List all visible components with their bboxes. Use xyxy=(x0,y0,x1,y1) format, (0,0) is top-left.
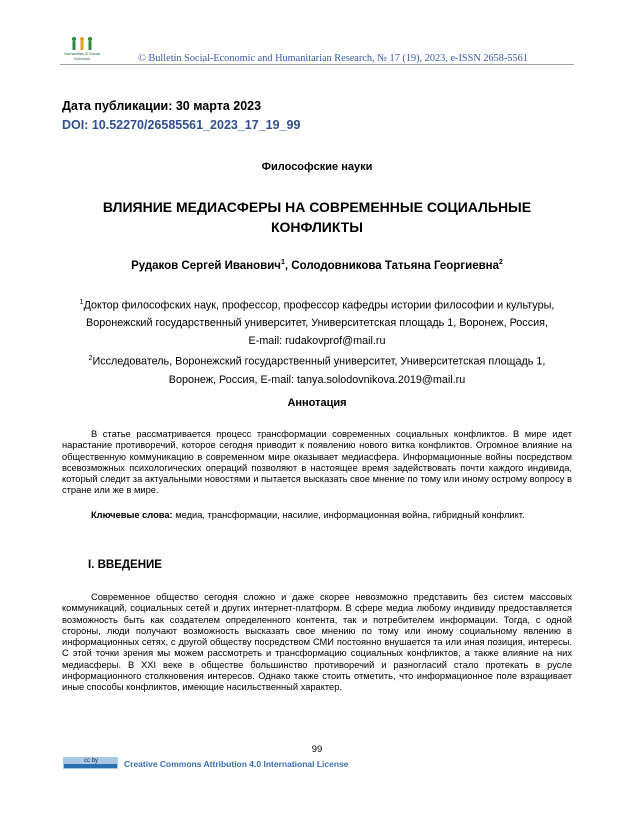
section-title: Философские науки xyxy=(261,161,373,173)
author-2: Солодовникова Татьяна Георгиевна xyxy=(291,259,500,272)
intro-heading: I. ВВЕДЕНИЕ xyxy=(88,559,162,571)
title-line-2: КОНФЛИКТЫ xyxy=(271,219,363,235)
journal-logo xyxy=(62,36,102,64)
doi-link[interactable]: DOI: 10.52270/26585561_2023_17_19_99 xyxy=(62,118,301,132)
affiliations xyxy=(60,294,574,389)
author-1: Рудаков Сергей Иванович xyxy=(131,259,281,272)
logo-label-line1: Humanities & Social xyxy=(64,51,100,56)
author-1-sup: 1 xyxy=(280,259,285,266)
title-line-1: ВЛИЯНИЕ МЕДИАСФЕРЫ НА СОВРЕМЕННЫЕ СОЦИАЛЬНЫЕ xyxy=(102,199,532,215)
people-logo-icon xyxy=(69,36,95,52)
affiliation-2-line-2: Воронеж, Россия, E-mail: tanya.solodovnikova.2019@mail.ru xyxy=(168,373,466,386)
affiliation-2-sup: 2 xyxy=(88,355,93,363)
logo-label-line2: Sciences xyxy=(73,55,91,61)
header-divider xyxy=(60,64,574,65)
cc-badge-text: cc by xyxy=(84,758,99,764)
annotation-text: В статье рассматривается процесс трансформации современных социальных конфликтов. В мире идет нарастание противоречий, которое сегодня приводит к появлению нового витка конфликтов. Огромное влияние на общественную коммуникацию в современном мире оказывает медиасфера. Информационные войны посредством всевозможных психологических операций позволяют в настоящее время задействовать почти каждого индивида, который следит за актуальными новостями и пытается высказать свое мнение по тому или иному острому вопросу в стране или же в мире. xyxy=(62,429,572,496)
cc-license-badge[interactable] xyxy=(63,757,118,769)
keywords-list: медиа, трансформации, насилие, информационная война, гибридный конфликт. xyxy=(172,510,525,520)
affiliation-1-line-1 xyxy=(60,294,574,315)
affiliation-2-line-1 xyxy=(60,350,574,371)
keywords-label: Ключевые слова: xyxy=(91,510,173,520)
affiliation-1-line-2: Воронежский государственный университет, Университетская площадь 1, Воронеж, Россия, xyxy=(86,317,548,330)
page-number: 99 xyxy=(311,744,323,755)
authors xyxy=(60,259,574,272)
affiliation-2-text: Исследователь, Воронежский государственный университет, Университетская площадь 1, xyxy=(92,355,546,368)
article-title xyxy=(60,197,574,237)
publication-date: Дата публикации: 30 марта 2023 xyxy=(62,99,262,113)
license-link[interactable]: Creative Commons Attribution 4.0 International License xyxy=(124,759,349,769)
author-2-sup: 2 xyxy=(499,259,503,266)
annotation-heading: Аннотация xyxy=(287,397,347,409)
affiliation-1-email: E-mail: rudakovprof@mail.ru xyxy=(248,334,386,347)
journal-header: © Bulletin Social-Economic and Humanitarian Research, № 17 (19), 2023, e-ISSN 2658-5561 xyxy=(138,53,528,64)
keywords xyxy=(62,510,572,521)
affiliation-1-sup: 1 xyxy=(79,299,84,306)
affiliation-1-text: Доктор философских наук, профессор, профессор кафедры истории философии и культуры, xyxy=(83,299,555,312)
author-separator: , xyxy=(284,259,292,272)
intro-text: Современное общество сегодня сложно и даже скорее невозможно представить без систем массовых коммуникаций, социальных сетей и других интернет-платформ. В сфере медиа любому индивиду предоставляется возможность быть как создателем определенного контента, так и потребителем информации. Тогда, с одной стороны, люди получают возможность высказать свое мнению по тому или иному социальному явлению в информационных сетях, с другой обществу посредством СМИ постоянно внушается та или иная позиция, интересы. С этой точки зрения мы можем рассмотреть и трансформацию социальных конфликтов, а также влияние на них медиасферы. В XXI веке в обществе большинство противоречий и разногласий стало протекать в русле информационного столкновения интересов. Однако также стоить отметить, что информационное поле взращивает иные способы конфликтов, имеющие насильственный характер. xyxy=(62,592,572,693)
cc-badge-bar xyxy=(64,764,117,768)
